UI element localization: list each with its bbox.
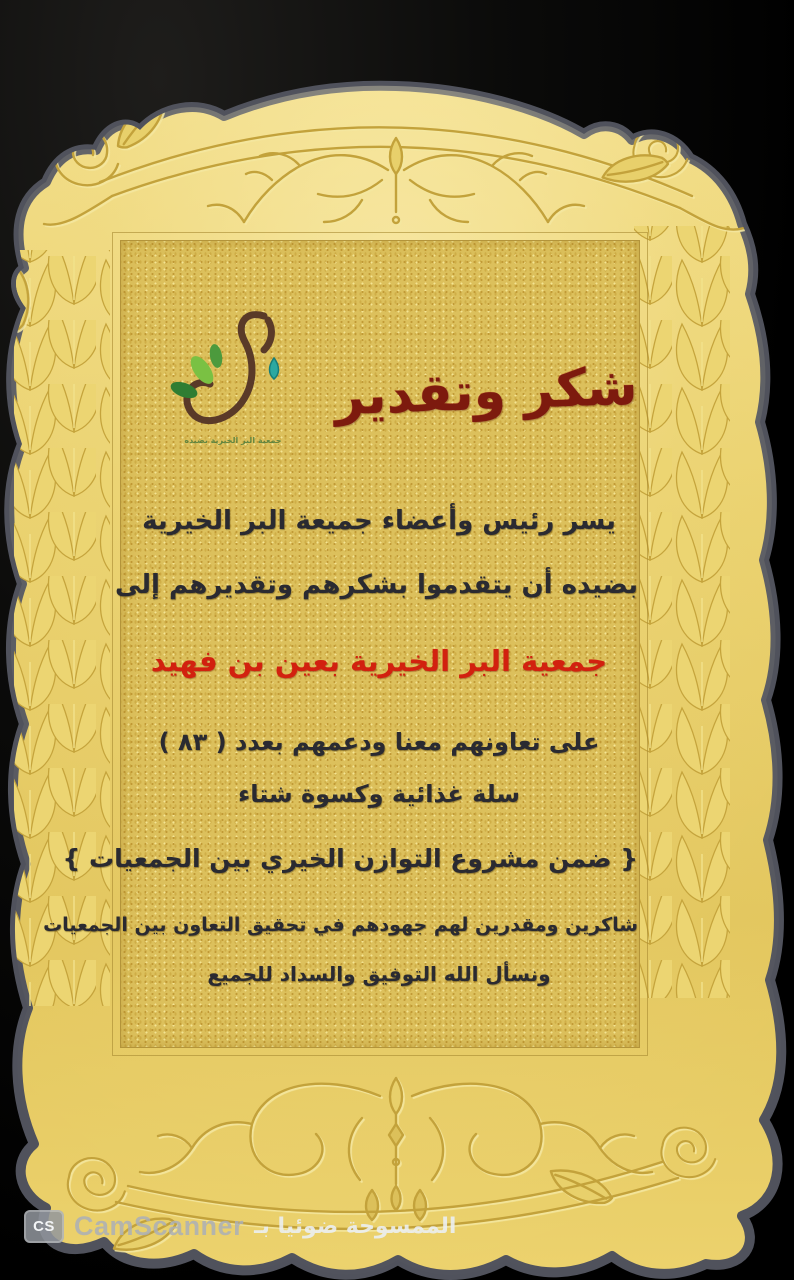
camscanner-brand-text: CamScanner xyxy=(74,1210,245,1241)
logo-leaves xyxy=(168,343,224,401)
camscanner-icon-label: CS xyxy=(33,1217,55,1235)
recipient-name: جمعية البر الخيرية بعين بن فهيد xyxy=(150,644,608,678)
camscanner-watermark xyxy=(24,1206,456,1246)
camscanner-icon xyxy=(24,1210,64,1243)
charity-logo xyxy=(158,306,322,474)
camscanner-arabic-text: الممسوحة ضوئيا بـ xyxy=(254,1213,457,1239)
charity-logo-mark xyxy=(158,306,308,436)
logo-caption: جمعية البر الخيرية بضيده xyxy=(184,436,282,445)
intro-line-2: بضيده أن يتقدموا بشكرهم وتقديرهم إلى xyxy=(114,570,638,600)
body-line-1: على تعاونهم معنا ودعمهم بعدد ( ٨٣ ) xyxy=(158,728,600,756)
calligraphy-title: شكر وتقدير xyxy=(333,356,639,428)
thanks-line: شاكرين ومقدرين لهم جهودهم في تحقيق التعاون بين الجمعيات xyxy=(43,914,638,936)
closing-line: ونسأل الله التوفيق والسداد للجميع xyxy=(207,962,551,986)
intro-line-1: يسر رئيس وأعضاء جميعة البر الخيرية xyxy=(142,506,616,536)
project-line: { ضمن مشروع التوازن الخيري بين الجمعيات } xyxy=(62,844,638,873)
logo-water-drop xyxy=(270,358,279,379)
body-line-2: سلة غذائية وكسوة شتاء xyxy=(237,780,521,808)
